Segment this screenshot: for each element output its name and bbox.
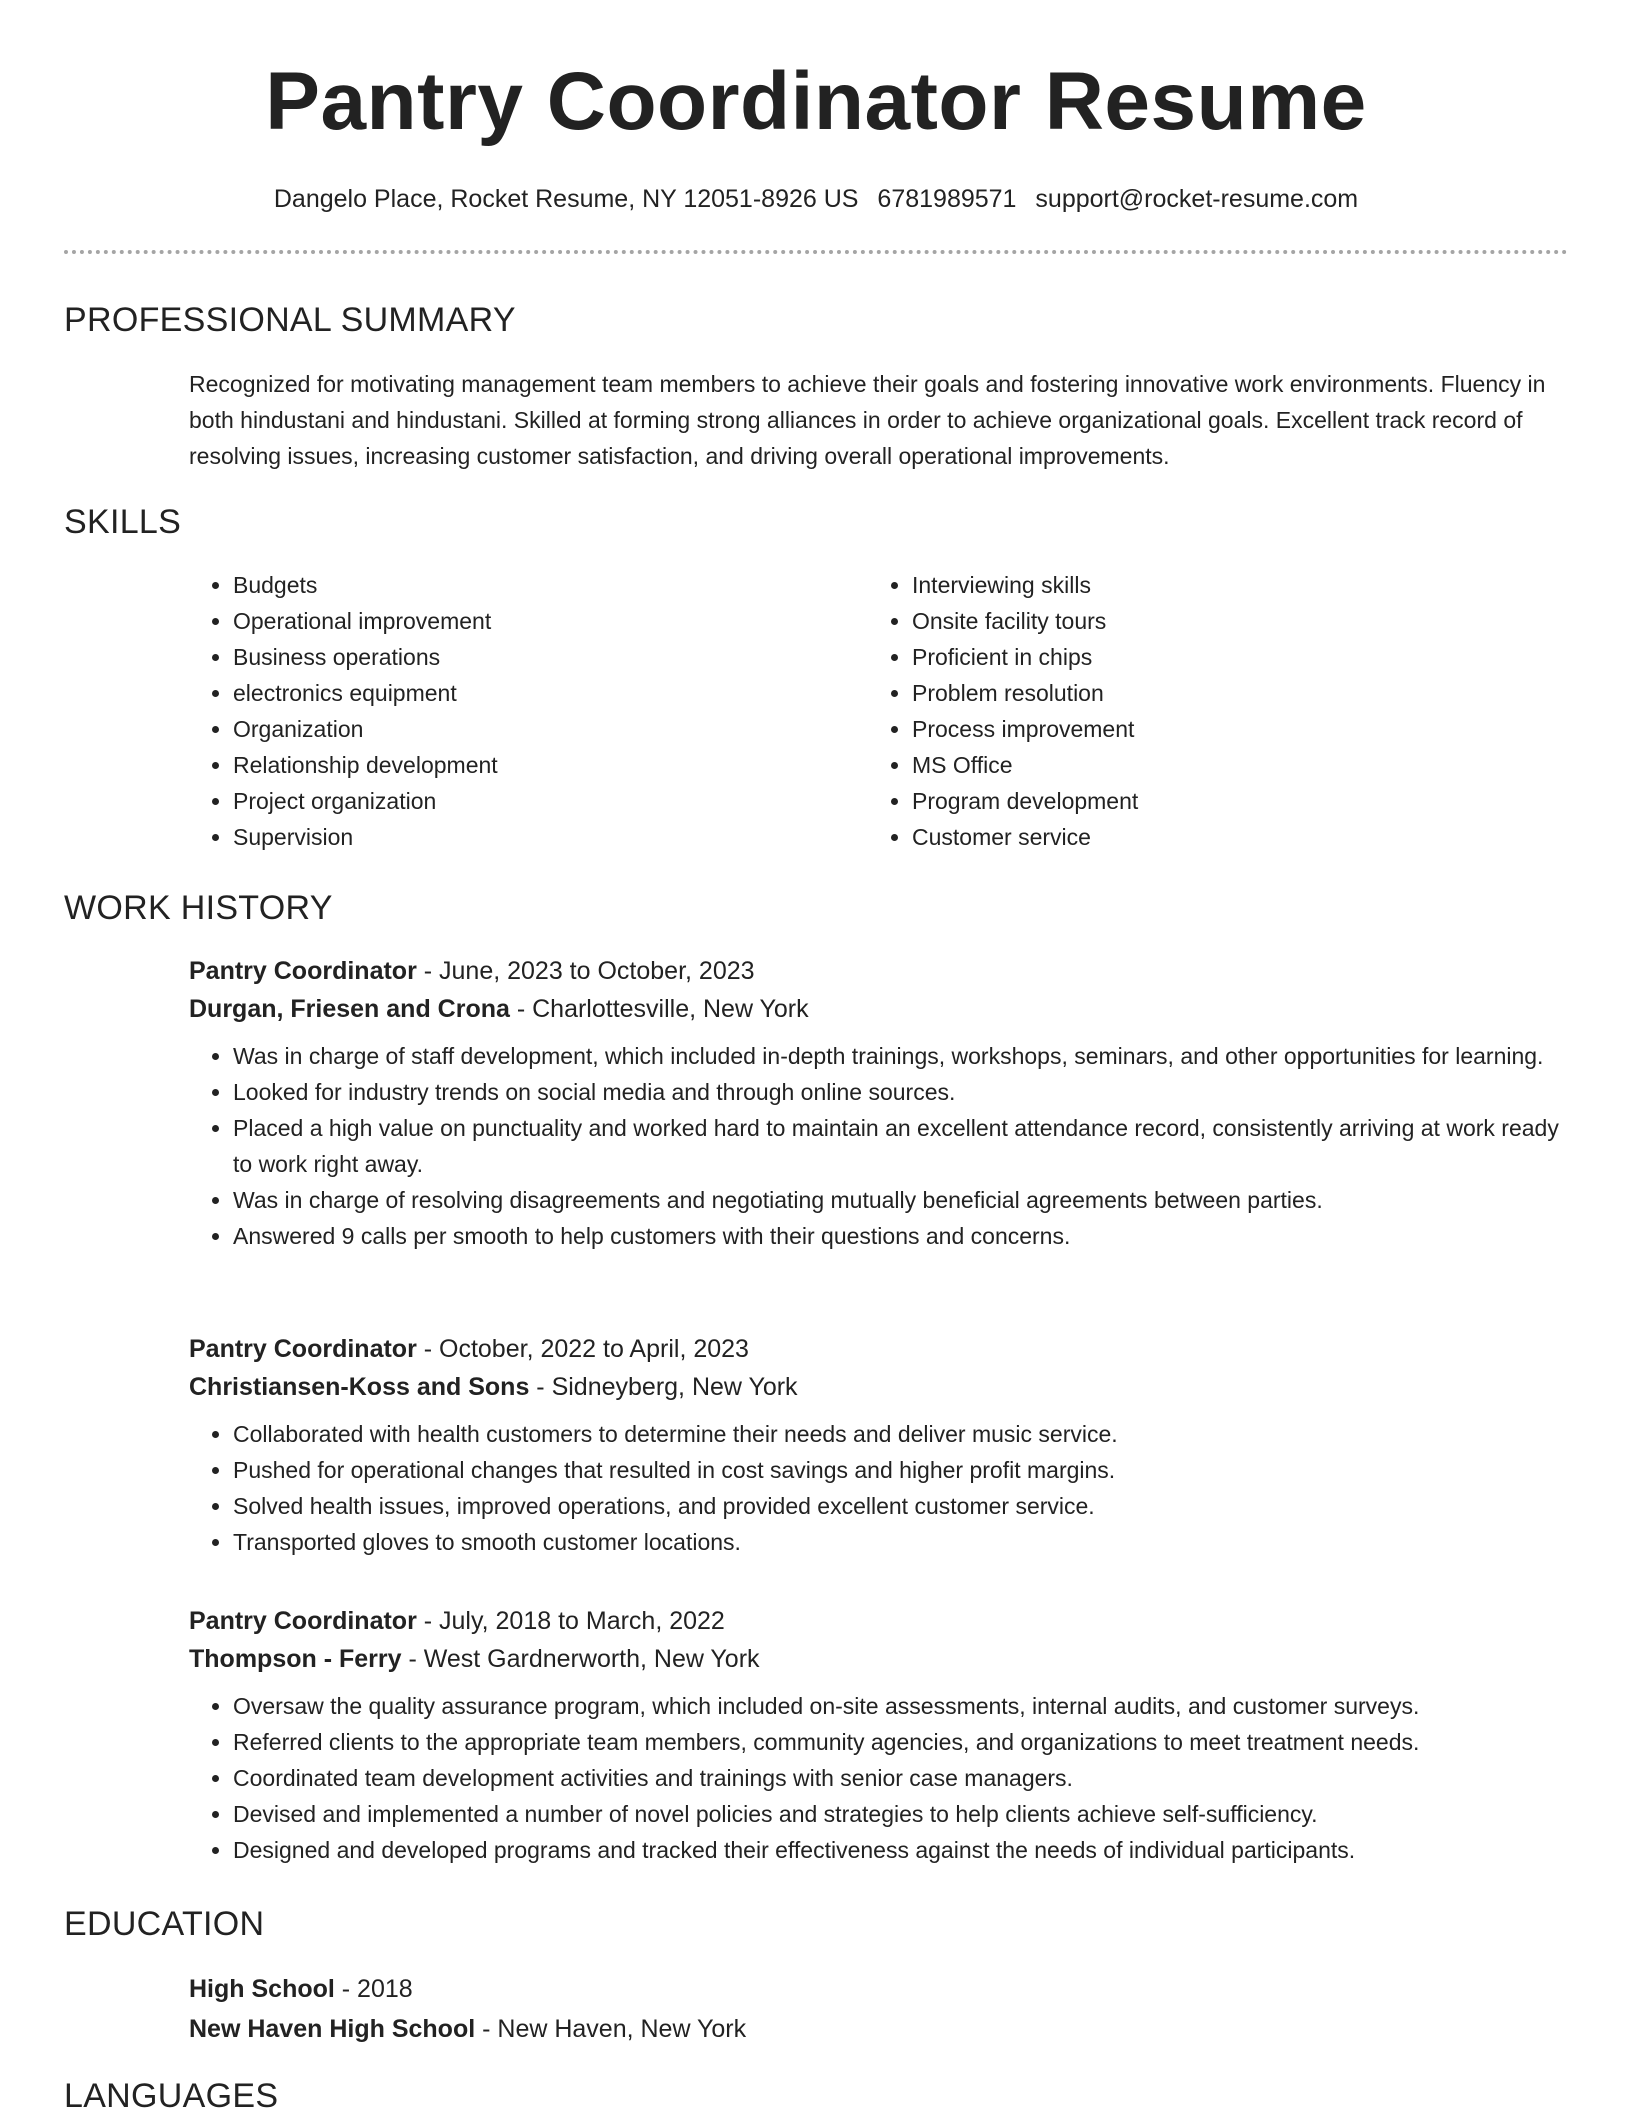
job-dates: - July, 2018 to March, 2022 [416, 1607, 725, 1635]
job-location: - Charlottesville, New York [509, 995, 809, 1023]
skill-item: • Interviewing skills [912, 567, 1138, 603]
job-bullet: • Pushed for operational changes that resulted in cost savings and higher profit margins. [233, 1452, 1569, 1488]
skill-item: • Budgets [233, 567, 498, 603]
summary-text: Recognized for motivating management team members to achieve their goals and fostering innovative work environments. Fluency in both hindustani and hindustani. Skilled at forming strong alliances in order to achieve organizational goals. Excellent track record of resolving issues, increasing customer satisfaction, and driving overall operational improvements. [189, 371, 1546, 469]
job-title: Pantry Coordinator [189, 1335, 417, 1363]
job-company: Christiansen-Koss and Sons [189, 1373, 530, 1401]
contact-phone: 6781989571 [877, 185, 1017, 213]
section-title-education: EDUCATION [64, 1905, 265, 1943]
job-entry [189, 1602, 1569, 1868]
education-entry [189, 1969, 1559, 2049]
job-title-line [189, 1602, 1569, 1640]
job-bullet: • Oversaw the quality assurance program, which included on-site assessments, internal audits, and customer surveys. [233, 1688, 1569, 1724]
job-dates: - June, 2023 to October, 2023 [416, 957, 755, 985]
job-bullet: • Designed and developed programs and tracked their effectiveness against the needs of individual participants. [233, 1832, 1569, 1868]
header-divider [64, 250, 1568, 254]
job-bullets [189, 1416, 1569, 1560]
job-company-line [189, 1368, 1569, 1406]
skill-item: • Project organization [233, 783, 498, 819]
section-title-languages: LANGUAGES [64, 2077, 279, 2115]
skill-item: • Business operations [233, 639, 498, 675]
skill-item: • Problem resolution [912, 675, 1138, 711]
job-company: Thompson - Ferry [189, 1645, 402, 1673]
job-title-line [189, 1330, 1569, 1368]
job-bullet: • Devised and implemented a number of novel policies and strategies to help clients achieve self-sufficiency. [233, 1796, 1569, 1832]
job-company-line [189, 990, 1569, 1028]
job-bullet: • Looked for industry trends on social media and through online sources. [233, 1074, 1569, 1110]
job-bullet: • Was in charge of staff development, which included in-depth trainings, workshops, seminars, and other opportunities for learning. [233, 1038, 1569, 1074]
job-company: Durgan, Friesen and Crona [189, 995, 510, 1023]
contact-address: Dangelo Place, Rocket Resume, NY 12051-8926 US [273, 185, 859, 213]
job-bullet: • Placed a high value on punctuality and worked hard to maintain an excellent attendance record, consistently arriving at work ready to work right away. [233, 1110, 1569, 1182]
job-bullet: • Transported gloves to smooth customer locations. [233, 1524, 1569, 1560]
job-entry [189, 1330, 1569, 1560]
skill-item: • Proficient in chips [912, 639, 1138, 675]
skill-item: • electronics equipment [233, 675, 498, 711]
job-dates: - October, 2022 to April, 2023 [416, 1335, 749, 1363]
job-bullet: • Was in charge of resolving disagreements and negotiating mutually beneficial agreements between parties. [233, 1182, 1569, 1218]
education-degree-line [189, 1969, 1559, 2009]
job-bullet: • Coordinated team development activities and trainings with senior case managers. [233, 1760, 1569, 1796]
skill-item: • Operational improvement [233, 603, 498, 639]
skill-item: • Program development [912, 783, 1138, 819]
job-location: - West Gardnerworth, New York [401, 1645, 760, 1673]
skill-item: • Organization [233, 711, 498, 747]
job-company-line [189, 1640, 1569, 1678]
skill-item: • Onsite facility tours [912, 603, 1138, 639]
contact-email: support@rocket-resume.com [1035, 185, 1359, 213]
education-school: New Haven High School [189, 2015, 476, 2043]
section-title-skills: SKILLS [64, 503, 182, 541]
job-bullet: • Referred clients to the appropriate team members, community agencies, and organizations to meet treatment needs. [233, 1724, 1569, 1760]
resume-title: Pantry Coordinator Resume [265, 56, 1367, 147]
job-title-line [189, 952, 1569, 990]
job-bullet: • Collaborated with health customers to determine their needs and deliver music service. [233, 1416, 1569, 1452]
skill-item: • Supervision [233, 819, 498, 855]
job-location: - Sidneyberg, New York [529, 1373, 798, 1401]
skill-item: • MS Office [912, 747, 1138, 783]
job-entry [189, 952, 1569, 1254]
education-degree: High School [189, 1975, 335, 2003]
education-year: - 2018 [334, 1975, 413, 2003]
skills-list-right [868, 567, 1138, 855]
job-bullets [189, 1688, 1569, 1868]
job-bullet: • Answered 9 calls per smooth to help customers with their questions and concerns. [233, 1218, 1569, 1254]
contact-line [0, 182, 1632, 216]
job-bullet: • Solved health issues, improved operations, and provided excellent customer service. [233, 1488, 1569, 1524]
job-title: Pantry Coordinator [189, 1607, 417, 1635]
skill-item: • Customer service [912, 819, 1138, 855]
skill-item: • Relationship development [233, 747, 498, 783]
skills-list-left [189, 567, 498, 855]
section-title-work-history: WORK HISTORY [64, 889, 333, 927]
skill-item: • Process improvement [912, 711, 1138, 747]
job-bullets [189, 1038, 1569, 1254]
section-title-summary: PROFESSIONAL SUMMARY [64, 301, 516, 339]
job-title: Pantry Coordinator [189, 957, 417, 985]
education-school-line [189, 2009, 1559, 2049]
education-location: - New Haven, New York [475, 2015, 747, 2043]
